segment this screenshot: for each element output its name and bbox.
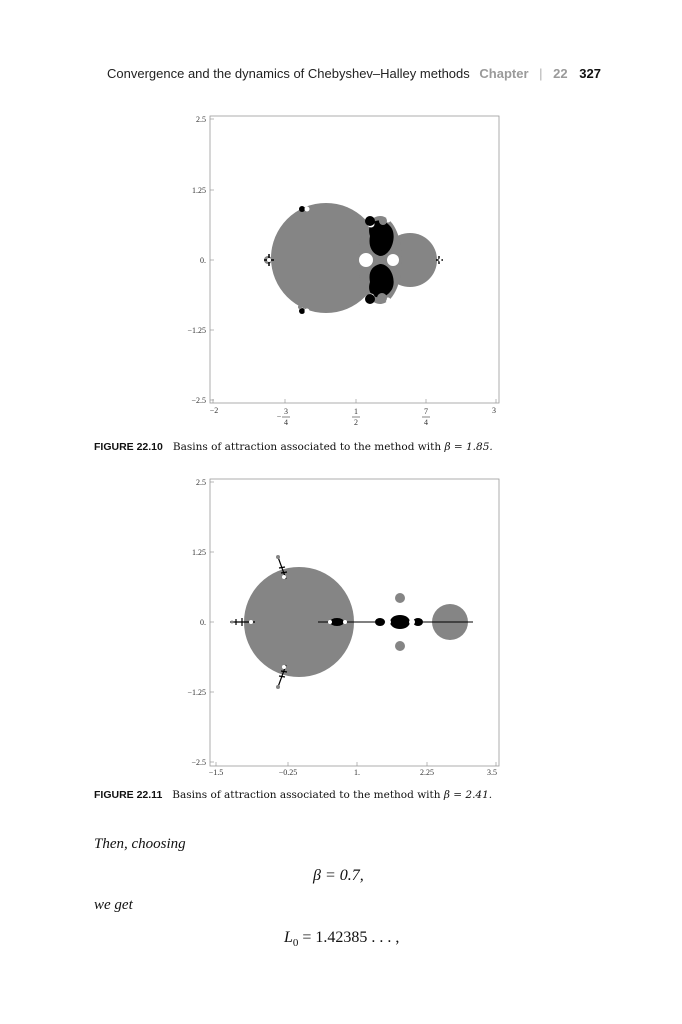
basin-image	[230, 555, 473, 689]
figure-label: FIGURE 22.10	[94, 441, 163, 453]
y-tick-label: 0.	[200, 256, 206, 265]
x-tick-label: 7	[424, 407, 428, 416]
caption-text: Basins of attraction associated to the method with	[172, 441, 445, 453]
x-tick-label: 1	[354, 407, 358, 416]
figure-22-11-plot	[160, 471, 520, 783]
figure-22-10-caption	[94, 441, 493, 453]
equation-beta	[313, 867, 364, 885]
header-chapter-number: 22	[553, 66, 568, 81]
caption-beta: β = 1.85.	[444, 441, 493, 453]
header-title: Convergence and the dynamics of Chebyshev–Halley methods	[107, 66, 470, 81]
page-number: 327	[579, 66, 601, 81]
x-tick-label: 2	[354, 418, 358, 427]
y-tick-label: 1.25	[192, 186, 206, 195]
caption-beta: β = 2.41.	[443, 789, 493, 801]
figure-22-10-plot	[160, 108, 520, 434]
y-tick-label: −2.5	[191, 758, 206, 767]
x-tick-label: 3	[492, 406, 496, 415]
y-tick-label: 0.	[200, 618, 206, 627]
figure-label: FIGURE 22.11	[94, 789, 163, 801]
x-tick-label: 3.5	[487, 768, 497, 777]
x-tick-label: −0.25	[278, 768, 298, 777]
figure-22-11-caption	[94, 789, 492, 801]
x-tick-label: −1.5	[208, 768, 224, 777]
equation-l0	[284, 929, 399, 949]
y-tick-label: −1.25	[187, 326, 206, 335]
x-tick-label: −2	[209, 406, 219, 415]
y-axis-ticks	[187, 478, 206, 767]
x-axis-ticks	[209, 768, 497, 777]
y-tick-label: −1.25	[187, 688, 206, 697]
equation-l0-rhs: = 1.42385 . . . ,	[298, 929, 400, 946]
x-tick-label: 4	[424, 418, 428, 427]
y-tick-label: −2.5	[191, 396, 206, 405]
header-chapter-label: Chapter	[479, 66, 529, 81]
equation-l0-lhs: L	[284, 929, 293, 946]
equation-l0-sub: 0	[292, 937, 299, 950]
caption-text: Basins of attraction associated to the method with	[172, 789, 444, 801]
x-axis-ticks	[210, 406, 496, 427]
y-axis-ticks	[187, 115, 206, 405]
basin-image	[264, 203, 443, 314]
y-tick-label: 1.25	[192, 548, 206, 557]
equation-beta-text: β = 0.7,	[313, 867, 364, 884]
body-text-then-choosing: Then, choosing	[94, 836, 186, 852]
x-tick-label: 2.25	[420, 768, 434, 777]
x-tick-label: 1.	[354, 768, 360, 777]
body-text-we-get: we get	[94, 897, 133, 913]
x-tick-sign: −	[276, 412, 282, 421]
y-tick-label: 2.5	[196, 478, 206, 487]
x-tick-label: 3	[284, 407, 288, 416]
y-tick-label: 2.5	[196, 115, 206, 124]
x-tick-label: 4	[284, 418, 288, 427]
running-header	[107, 66, 601, 82]
header-separator: |	[539, 66, 543, 81]
